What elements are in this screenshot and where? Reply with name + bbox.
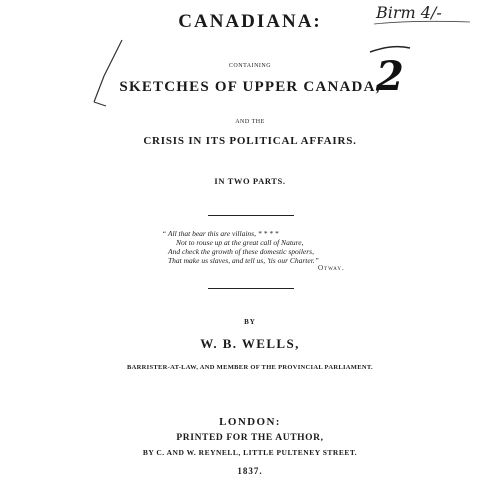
handwritten-number-text: 2 — [376, 53, 404, 98]
epigraph-line-3: And check the growth of these domestic spoilers, — [168, 247, 314, 256]
book-title: CANADIANA: — [178, 11, 322, 32]
subtitle-crisis: CRISIS IN ITS POLITICAL AFFAIRS. — [143, 135, 357, 147]
pen-stroke-mark — [86, 36, 126, 116]
imprint-printed-for: PRINTED FOR THE AUTHOR, — [176, 433, 324, 443]
parts-label: IN TWO PARTS. — [214, 176, 286, 186]
imprint-printer: BY C. AND W. REYNELL, LITTLE PULTENEY STREET. — [142, 448, 358, 457]
subtitle-sketches: SKETCHES OF UPPER CANADA, — [119, 79, 381, 95]
epigraph-attribution: Otway. — [318, 264, 345, 272]
imprint-place: LONDON: — [219, 416, 281, 428]
and-the-label: AND THE — [235, 119, 265, 125]
epigraph-line-1: “ All that bear this are villains, * * * * — [162, 229, 279, 238]
epigraph-line-4: That make us slaves, and tell us, ’tis our Charter.” — [168, 256, 319, 265]
by-label: BY — [244, 318, 256, 326]
author-name: W. B. WELLS, — [200, 336, 300, 351]
divider-rule-top — [208, 215, 294, 216]
epigraph-line-2: Not to rouse up at the great call of Nature, — [176, 238, 304, 247]
divider-rule-bottom — [208, 288, 294, 289]
handwritten-note-text: Birm 4/- — [376, 3, 442, 22]
containing-label: CONTAINING — [228, 63, 272, 69]
author-credentials: BARRISTER-AT-LAW, AND MEMBER OF THE PROVINCIAL PARLIAMENT. — [127, 364, 373, 371]
imprint-year: 1837. — [237, 466, 263, 476]
